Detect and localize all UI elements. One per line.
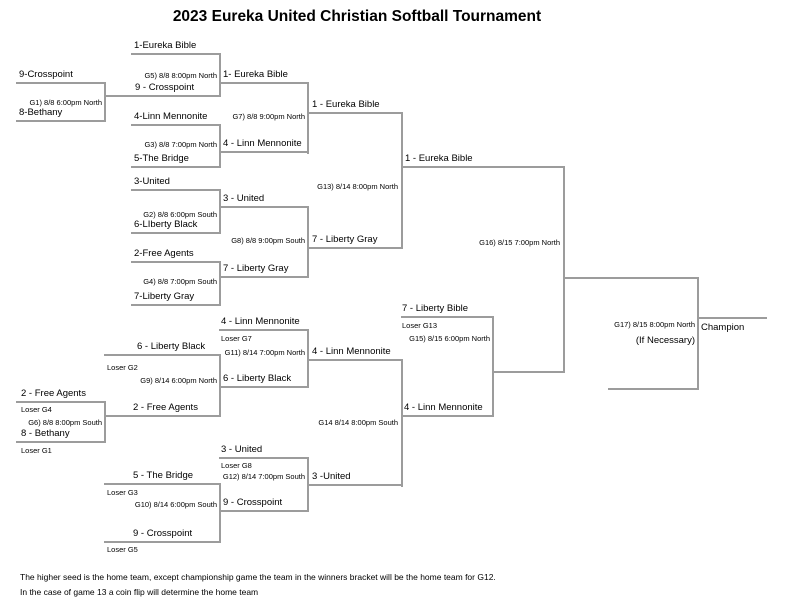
connector-line [104,354,221,356]
connector-line [219,53,221,97]
game8-info: G8) 8/8 9:00pm South [231,236,305,245]
game8-winner: 7 - Liberty Gray [312,234,378,245]
connector-line [131,304,221,306]
game1-info: G1) 8/8 6:00pm North [29,98,102,107]
connector-line [307,329,309,388]
game10-winner: 9 - Crosspoint [223,497,283,508]
loser-g2-tag: Loser G2 [107,363,138,372]
game2-winner: 3 - United [223,193,265,204]
connector-line [131,261,221,263]
connector-line [697,277,699,390]
game9-winner: 6 - Liberty Black [223,373,292,384]
connector-line [131,124,221,126]
connector-line [219,206,309,208]
game17-info: G17) 8/15 8:00pm North [614,320,695,329]
game4-info: G4) 8/8 7:00pm South [143,277,217,286]
connector-line [104,82,106,122]
connector-line [16,120,105,122]
connector-line [219,261,221,306]
game15-info: G15) 8/15 6:00pm North [409,334,490,343]
game10-info: G10) 8/14 6:00pm South [134,500,217,509]
coin-flip-note: In the case of game 13 a coin flip will determine the home team [20,587,259,597]
connector-line [307,206,309,278]
game14-winner: 4 - Linn Mennonite [404,402,483,413]
home-team-note: The higher seed is the home team, except championship game the team in the winners bracket will be the home team for G12. [20,572,496,582]
loser-g8-team: 3 - United [221,444,263,455]
loser-g3-team: 5 - The Bridge [133,470,194,481]
loser-g5-team: 9 - Crosspoint [133,528,193,539]
game1-winner: 9 - Crosspoint [135,82,195,93]
loser-g4-tag: Loser G4 [21,405,52,414]
connector-line [307,457,309,512]
seed-3-united: 3-United [134,176,170,187]
connector-line [563,166,565,373]
connector-line [307,484,403,486]
connector-line [401,359,403,487]
connector-line [131,189,221,191]
connector-line [16,401,105,403]
if-necessary-label: (If Necessary) [635,335,695,346]
connector-line [492,371,565,373]
game11-info: G11) 8/14 7:00pm North [224,348,305,357]
connector-line [219,329,309,331]
connector-line [219,189,221,234]
game13-winner: 1 - Eureka Bible [405,153,473,164]
game14-info: G14 8/14 8:00pm South [318,418,398,427]
connector-line [401,112,403,249]
connector-line [219,151,309,153]
seed-1-eureka-bible: 1-Eureka Bible [134,40,197,51]
seed-9-crosspoint: 9-Crosspoint [19,69,73,80]
connector-line [492,316,494,417]
seed-4-linn-mennonite: 4-Linn Mennonite [134,111,208,122]
game4-winner: 7 - Liberty Gray [223,263,289,274]
connector-line [401,415,494,417]
connector-line [219,354,221,417]
loser-g5-tag: Loser G5 [107,545,138,554]
connector-line [307,247,403,249]
connector-line [104,483,221,485]
game7-winner: 1 - Eureka Bible [312,99,380,110]
loser-g7-team: 4 - Linn Mennonite [221,316,300,327]
connector-line [104,401,106,443]
connector-line [131,166,221,168]
connector-line [401,316,494,318]
game5-info: G5) 8/8 8:00pm North [144,71,217,80]
loser-g8-tag: Loser G8 [221,461,252,470]
loser-g3-tag: Loser G3 [107,488,138,497]
connector-line [608,388,699,390]
game13-info: G13) 8/14 8:00pm North [317,182,398,191]
connector-line [307,82,309,154]
game3-info: G3) 8/8 7:00pm North [144,140,217,149]
connector-line [219,510,309,512]
connector-line [307,112,403,114]
connector-line [16,441,105,443]
game6-winner: 2 - Free Agents [133,402,198,413]
seed-2-free-agents: 2-Free Agents [134,248,194,259]
game2-info: G2) 8/8 6:00pm South [143,210,217,219]
loser-g13-team: 7 - Liberty Bible [402,303,469,314]
loser-g13-tag: Loser G13 [402,321,438,330]
game6-info: G6) 8/8 8:00pm South [28,418,102,427]
loser-g1-team: 8 - Bethany [21,428,70,439]
seed-7-liberty-gray: 7-Liberty Gray [134,291,195,302]
seed-5-the-bridge: 5-The Bridge [134,153,189,164]
connector-line [104,95,221,97]
connector-line [219,124,221,168]
connector-line [219,82,309,84]
loser-g4-team: 2 - Free Agents [21,388,86,399]
connector-line [307,359,403,361]
seed-8-bethany: 8-Bethany [19,107,63,118]
connector-line [104,415,221,417]
connector-line [219,457,309,459]
connector-line [401,166,565,168]
game16-info: G16) 8/15 7:00pm North [479,238,560,247]
loser-g1-tag: Loser G1 [21,446,52,455]
page-title: 2023 Eureka United Christian Softball Tournament [172,8,542,25]
connector-line [219,483,221,543]
loser-g7-tag: Loser G7 [221,334,252,343]
game12-info: G12) 8/14 7:00pm South [222,472,305,481]
game11-winner: 4 - Linn Mennonite [312,346,391,357]
champion-line [697,317,767,319]
game7-info: G7) 8/8 9:00pm North [232,112,305,121]
game5-winner: 1- Eureka Bible [223,69,288,80]
loser-g2-team: 6 - Liberty Black [137,341,206,352]
seed-6-liberty-black: 6-LIberty Black [134,219,198,230]
connector-line [131,232,221,234]
champion-label: Champion [701,322,745,333]
connector-line [131,53,221,55]
game3-winner: 4 - Linn Mennonite [223,138,302,149]
game9-info: G9) 8/14 6:00pm North [140,376,217,385]
connector-line [219,386,309,388]
connector-line [104,541,221,543]
connector-line [219,276,309,278]
connector-line [16,82,105,84]
game12-winner: 3 -United [312,471,351,482]
connector-line [563,277,699,279]
